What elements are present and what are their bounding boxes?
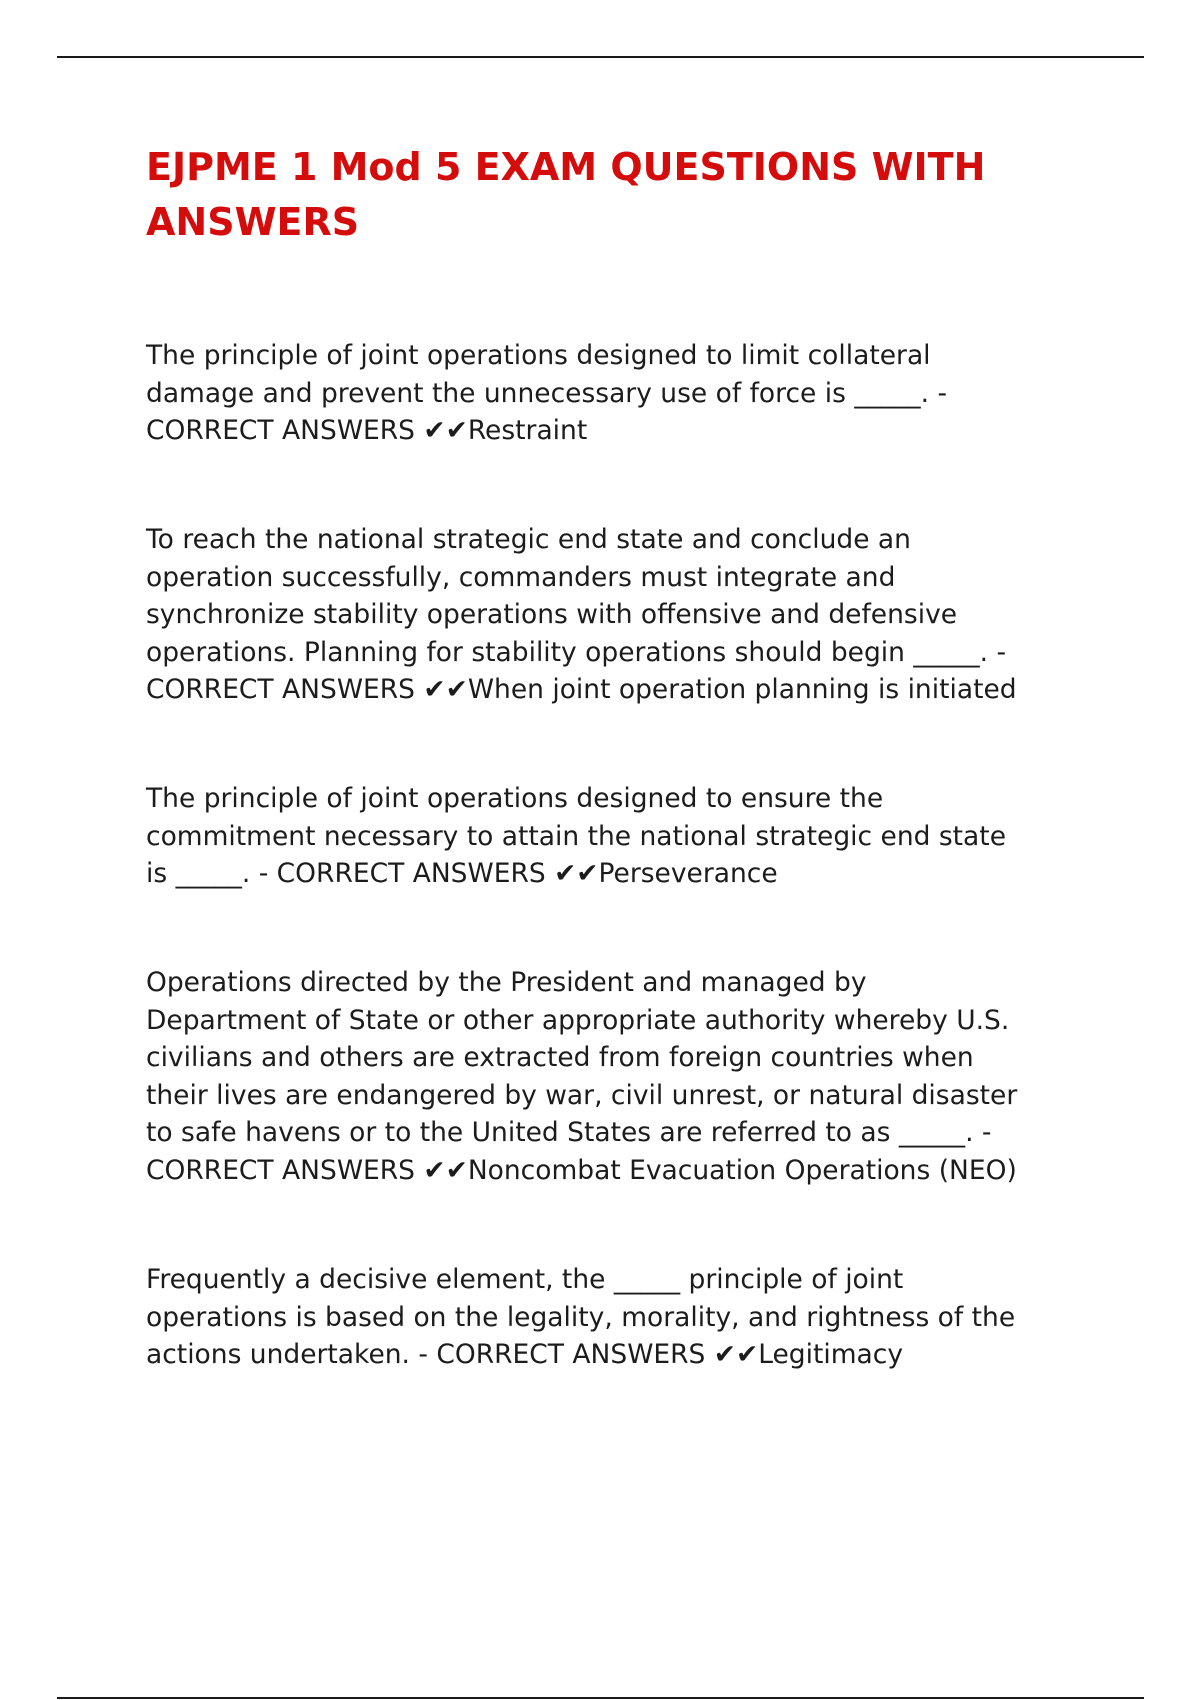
top-rule (57, 56, 1144, 58)
question-answer-5: Frequently a decisive element, the _____ principle of joint operations is based on the legality, morality, and rightness of the actions undertaken. - CORRECT ANSWERS ✔✔Legitimacy (146, 1264, 1016, 1370)
bottom-rule (57, 1697, 1144, 1699)
question-answer-2: To reach the national strategic end state and conclude an operation successfully, commanders must integrate and synchronize stability operations with offensive and defensive operations. Planning for stability operations should begin _____. - CORRECT ANSWERS ✔✔When joint operation planning is initiated (146, 524, 1017, 705)
question-answer-3: The principle of joint operations designed to ensure the commitment necessary to attain the national strategic end state is _____. - CORRECT ANSWERS ✔✔Perseverance (146, 783, 1006, 889)
question-answer-1: The principle of joint operations designed to limit collateral damage and prevent the unnecessary use of force is _____. - CORRECT ANSWERS ✔✔Restraint (146, 340, 948, 446)
document-title: EJPME 1 Mod 5 EXAM QUESTIONS WITH ANSWERS (146, 145, 986, 244)
question-answer-4: Operations directed by the President and managed by Department of State or other appropriate authority whereby U.S. civilians and others are extracted from foreign countries when their lives are endangered by war, civil unrest, or natural disaster to safe havens or to the United States are referred to as _____. - CORRECT ANSWERS ✔✔Noncombat Evacuation Operations (NEO) (146, 967, 1018, 1186)
